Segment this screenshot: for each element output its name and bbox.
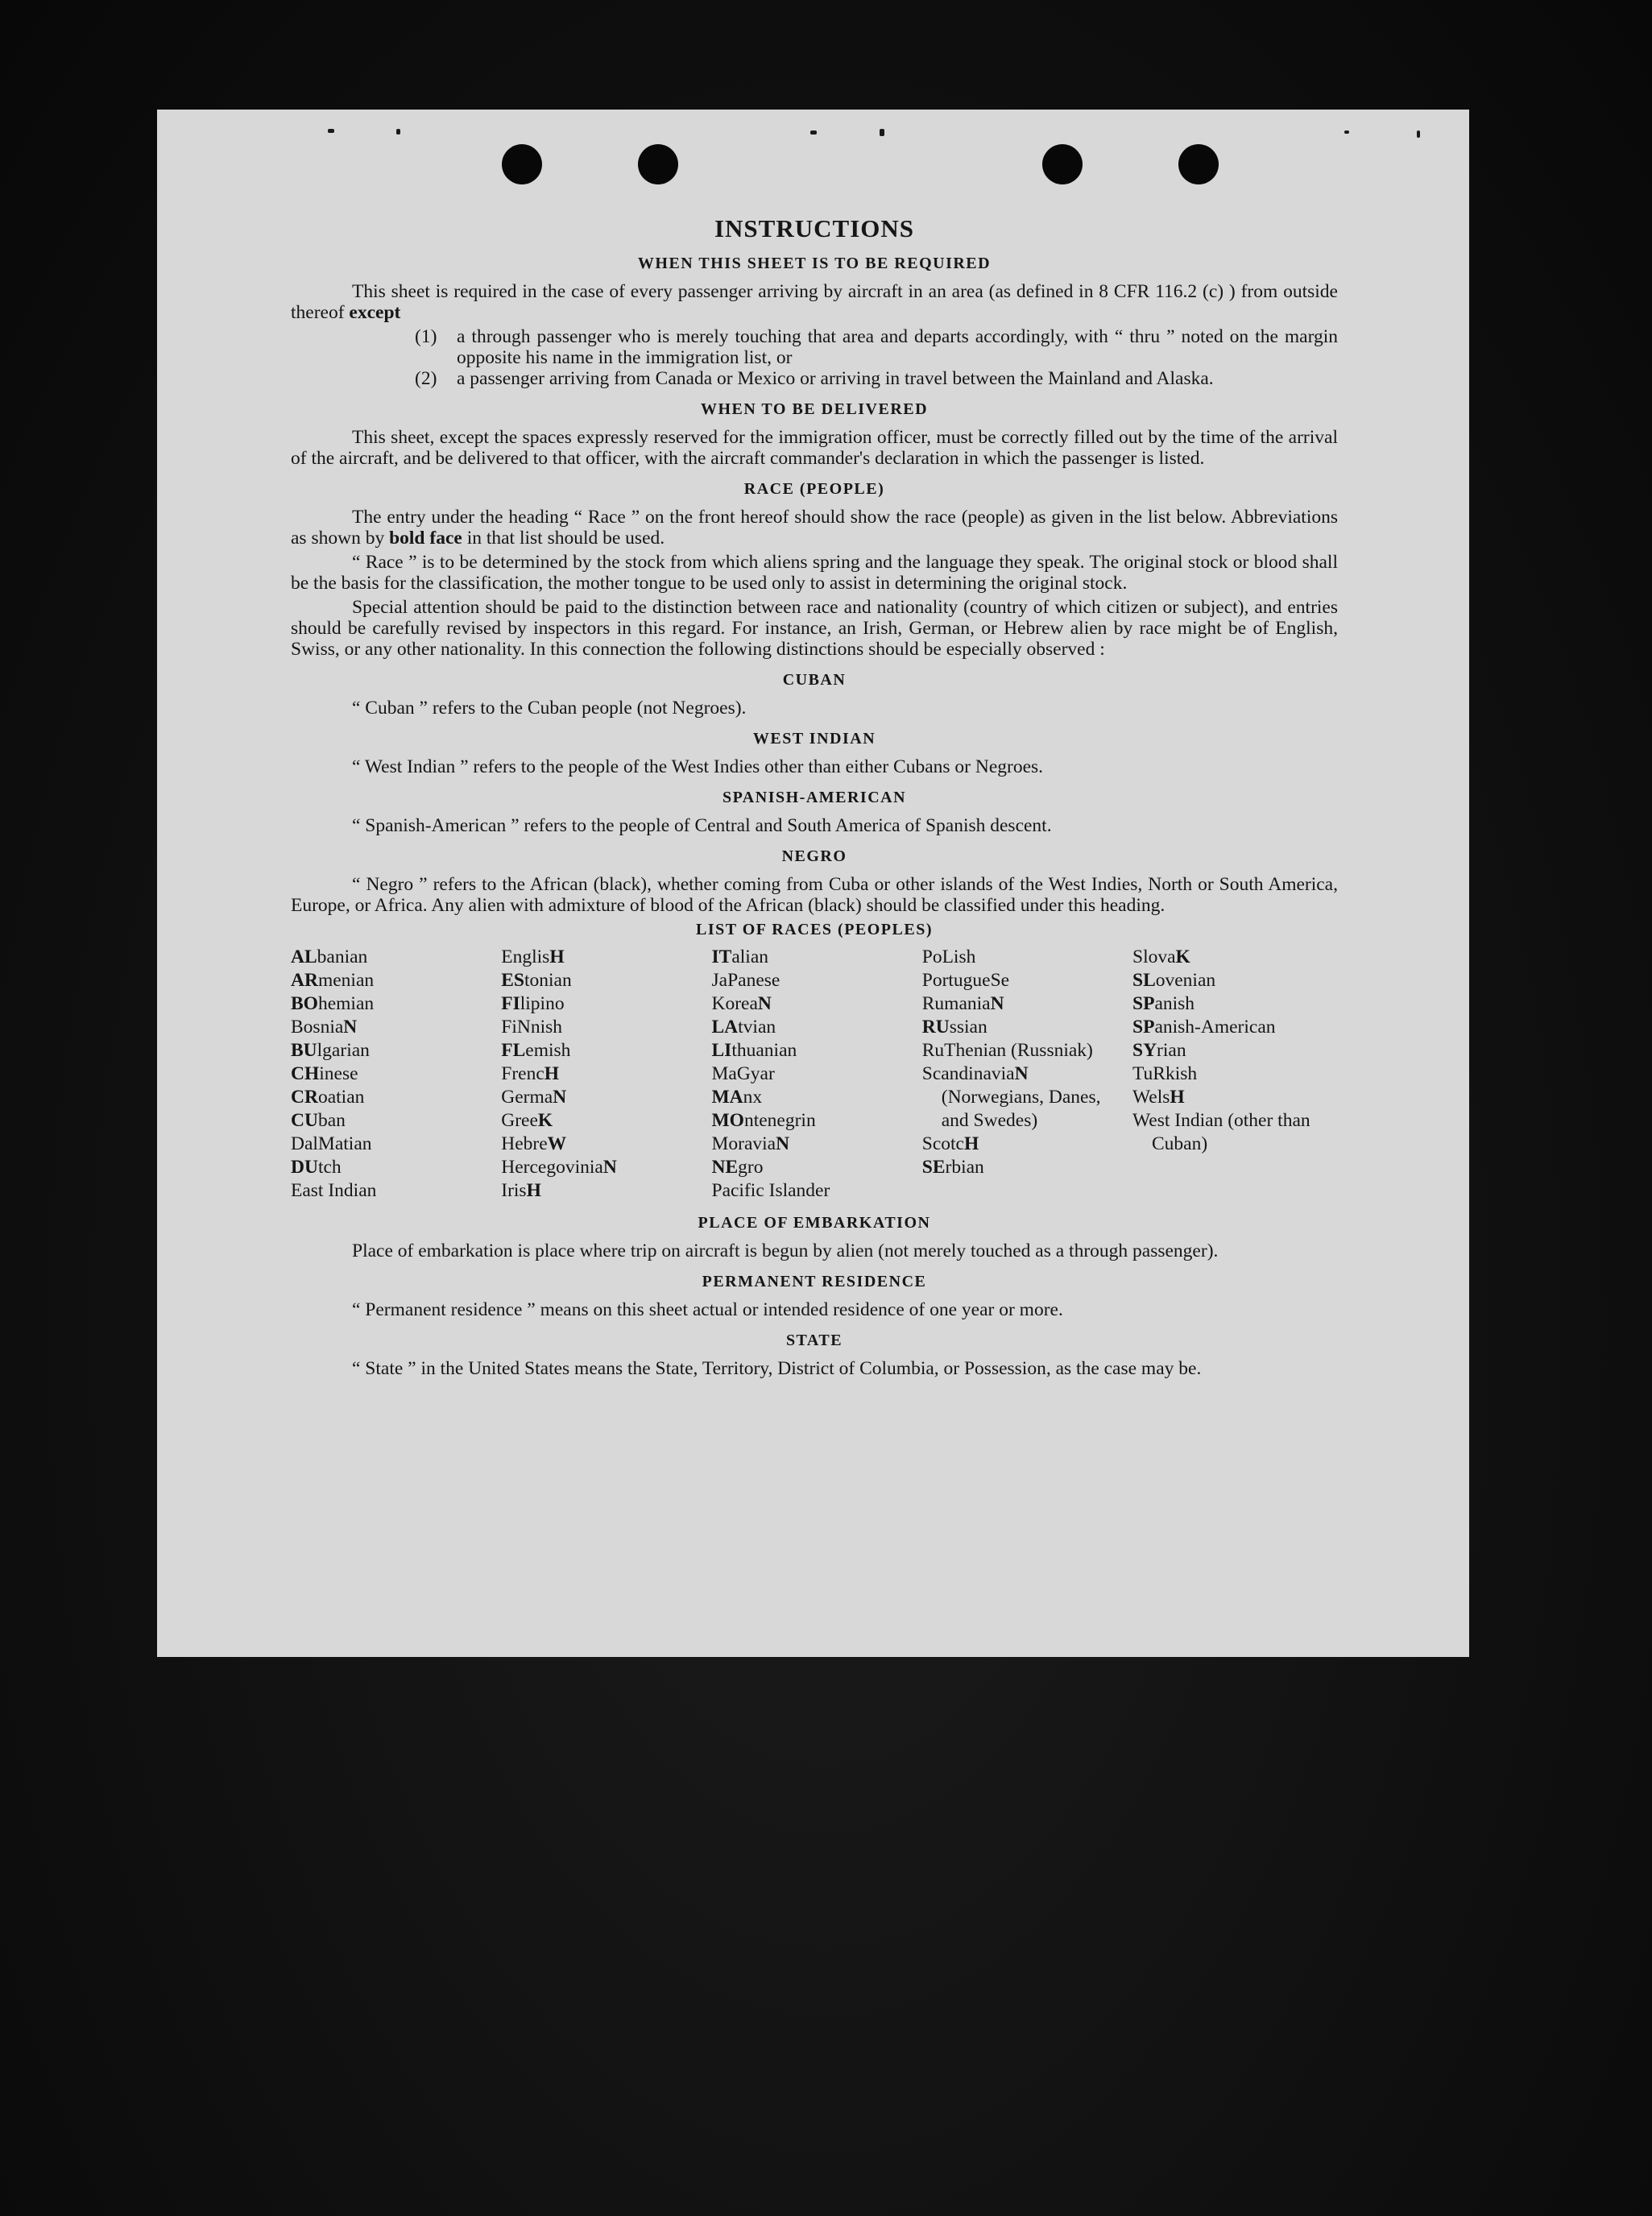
race-name: East Indian xyxy=(291,1180,377,1201)
race-p1-after: in that list should be used. xyxy=(466,528,665,549)
race-abbreviation-end: H xyxy=(1170,1087,1185,1108)
race-name: banian xyxy=(317,946,368,967)
race-abbreviation-end: H xyxy=(526,1180,541,1201)
race-entry xyxy=(922,1062,1128,1133)
race-name: JaPanese xyxy=(711,970,780,991)
race-entry xyxy=(922,992,1128,1016)
cuban-text: “ Cuban ” refers to the Cuban people (not Negroes). xyxy=(352,698,747,719)
race-entry xyxy=(291,1133,496,1156)
race-abbreviation: LI xyxy=(711,1040,732,1061)
race-entry xyxy=(712,946,917,969)
spanish-american-text: “ Spanish-American ” refers to the people of Central and South America of Spanish descent. xyxy=(352,815,1052,836)
race-entry xyxy=(291,1086,496,1109)
race-entry xyxy=(291,1179,496,1203)
race-entry xyxy=(501,1109,706,1133)
race-name: tonian xyxy=(524,970,572,991)
punch-hole xyxy=(638,144,678,184)
exception-text: a through passenger who is merely touching that area and departs accordingly, with “ thru ” noted on the margin opposite his name in the immigration list, or xyxy=(457,326,1338,368)
race-abbreviation-end: N xyxy=(776,1133,790,1154)
race-abbreviation: RU xyxy=(921,1017,950,1038)
race-abbreviation: DU xyxy=(291,1157,318,1178)
section-heading-spanish-american: SPANISH-AMERICAN xyxy=(722,789,907,806)
race-abbreviation: AR xyxy=(291,970,318,991)
race-abbreviation: ES xyxy=(501,970,524,991)
race-name: emish xyxy=(525,1040,571,1061)
race-name: Iris xyxy=(501,1180,527,1201)
race-name: nx xyxy=(743,1087,763,1108)
race-entry xyxy=(712,1016,917,1039)
section-heading-delivered: WHEN TO BE DELIVERED xyxy=(700,400,929,418)
race-name: DalMatian xyxy=(291,1133,372,1154)
race-name: hemian xyxy=(317,993,375,1014)
race-name: inese xyxy=(319,1063,358,1084)
residence-text: “ Permanent residence ” means on this sheet actual or intended residence of one year or more. xyxy=(352,1299,1063,1320)
race-name: FiNnish xyxy=(501,1017,562,1038)
race-name: alian xyxy=(731,946,768,967)
race-abbreviation: SP xyxy=(1132,1017,1155,1038)
race-abbreviation-end: N xyxy=(990,993,1004,1014)
race-p1-before: The entry under the heading “ Race ” on the front hereof should show the race (people) as given in the list below. Abbreviations as shown by xyxy=(291,507,1338,549)
race-name: PoLish xyxy=(921,946,976,967)
instructions-content xyxy=(291,214,1338,1382)
race-entry xyxy=(291,1039,496,1062)
race-abbreviation: BU xyxy=(291,1040,317,1061)
race-abbreviation-end: K xyxy=(1175,946,1190,967)
race-entry xyxy=(501,1156,706,1179)
race-name: oatian xyxy=(317,1087,365,1108)
race-entry xyxy=(291,1016,496,1039)
race-paragraph-1 xyxy=(291,507,1338,549)
race-entry xyxy=(1132,1039,1338,1062)
race-name: Wels xyxy=(1132,1087,1170,1108)
section-heading-list-of-races: LIST OF RACES (PEOPLES) xyxy=(695,921,933,938)
race-entry xyxy=(501,1062,706,1086)
race-entry xyxy=(291,1109,496,1133)
race-abbreviation-end: H xyxy=(549,946,565,967)
race-entry xyxy=(501,1133,706,1156)
race-abbreviation: MO xyxy=(711,1110,744,1131)
race-name: West Indian (other than Cuban) xyxy=(1132,1110,1310,1154)
race-paragraph-3: Special attention should be paid to the distinction between race and nationality (country of which citizen or subject), and entries should be carefully revised by inspectors in this regard. For instance, an Irish, German, or Hebrew alien by race might be of English, Swiss, or any other nationality. In this connection the following distinctions should be especially observed : xyxy=(291,597,1338,660)
race-abbreviation: IT xyxy=(711,946,732,967)
race-paragraph-2: “ Race ” is to be determined by the stock from which aliens spring and the language they speak. The original stock or blood shall be the basis for the classification, the mother tongue to be used only to assist in determining the original stock. xyxy=(291,552,1338,594)
west-indian-text: “ West Indian ” refers to the people of the West Indies other than either Cubans or Negroes. xyxy=(352,756,1044,777)
required-intro-text: This sheet is required in the case of every passenger arriving by aircraft in an area (as defined in 8 CFR 116.2 (c) ) from outside thereof xyxy=(291,281,1338,323)
race-name: Rumania xyxy=(921,993,991,1014)
race-abbreviation-end: N xyxy=(757,993,772,1014)
race-abbreviation: BO xyxy=(291,993,318,1014)
race-name: Korea xyxy=(711,993,758,1014)
race-abbreviation-end: H xyxy=(963,1133,979,1154)
races-list xyxy=(291,946,1338,1203)
race-name: lipino xyxy=(520,993,565,1014)
race-abbreviation: FL xyxy=(501,1040,526,1061)
race-name: ban xyxy=(317,1110,346,1131)
race-p1-bold: bold face xyxy=(389,528,462,549)
race-column xyxy=(501,946,706,1203)
race-abbreviation-end: N xyxy=(602,1157,617,1178)
negro-text: “ Negro ” refers to the African (black), whether coming from Cuba or other islands of the West Indies, North or South America, Europe, or Africa. Any alien with admixture of blood of the African (black) should be classified under this heading. xyxy=(291,874,1338,916)
scan-speck xyxy=(396,129,400,135)
punch-hole xyxy=(1178,144,1219,184)
race-column xyxy=(922,946,1128,1203)
scan-speck xyxy=(1417,130,1420,138)
race-entry xyxy=(922,969,1128,992)
race-abbreviation: MA xyxy=(711,1087,743,1108)
race-name: Scandinavia xyxy=(921,1063,1015,1084)
race-entry xyxy=(1132,969,1338,992)
exception-item xyxy=(291,368,1338,389)
race-entry xyxy=(291,1062,496,1086)
race-column xyxy=(1132,946,1338,1203)
scan-speck xyxy=(1344,130,1349,134)
race-name: ssian xyxy=(949,1017,987,1038)
race-name: Hercegovinia xyxy=(501,1157,603,1178)
race-name: Englis xyxy=(501,946,550,967)
race-entry xyxy=(712,1156,917,1179)
race-abbreviation-end: N xyxy=(343,1017,358,1038)
race-name: menian xyxy=(317,970,375,991)
race-abbreviation: SL xyxy=(1132,970,1156,991)
race-abbreviation: SP xyxy=(1132,993,1155,1014)
exception-number: (2) xyxy=(415,368,437,389)
race-name: rian xyxy=(1157,1040,1186,1061)
race-entry xyxy=(712,1039,917,1062)
race-entry xyxy=(712,1062,917,1086)
race-name: Moravia xyxy=(711,1133,776,1154)
race-entry xyxy=(922,1016,1128,1039)
embarkation-text: Place of embarkation is place where trip on aircraft is begun by alien (not merely touched as a through passenger). xyxy=(352,1241,1219,1261)
race-name: MaGyar xyxy=(711,1063,775,1084)
race-name: Scotc xyxy=(921,1133,964,1154)
race-name: Frenc xyxy=(501,1063,544,1084)
race-entry xyxy=(922,1039,1128,1062)
race-abbreviation: CH xyxy=(291,1063,320,1084)
race-name: RuThenian (Russniak) xyxy=(921,1040,1093,1061)
race-entry xyxy=(1132,1016,1338,1039)
race-name: anish xyxy=(1154,993,1195,1014)
race-name: tvian xyxy=(738,1017,776,1038)
exception-item xyxy=(291,326,1338,368)
delivered-text: This sheet, except the spaces expressly reserved for the immigration officer, must be correctly filled out by the time of the arrival of the aircraft, and be delivered to that officer, with the aircraft commander's declaration in which the passenger is listed. xyxy=(291,427,1338,469)
required-intro xyxy=(291,281,1338,323)
race-name: Bosnia xyxy=(291,1017,344,1038)
race-abbreviation: NE xyxy=(711,1157,739,1178)
section-heading-race: RACE (PEOPLE) xyxy=(743,480,885,498)
race-name: Pacific Islander xyxy=(711,1180,830,1201)
race-name: TuRkish xyxy=(1132,1063,1198,1084)
race-abbreviation: AL xyxy=(291,946,317,967)
race-entry xyxy=(712,1086,917,1109)
race-entry xyxy=(712,1179,917,1203)
race-entry xyxy=(922,946,1128,969)
race-entry xyxy=(501,1086,706,1109)
section-heading-residence: PERMANENT RESIDENCE xyxy=(702,1273,927,1290)
race-name-suffix: (Norwegians, Danes, and Swedes) xyxy=(941,1087,1101,1131)
race-abbreviation-end: K xyxy=(537,1110,553,1131)
race-entry xyxy=(712,992,917,1016)
race-column xyxy=(712,946,917,1203)
race-name: Gree xyxy=(501,1110,538,1131)
race-name: Slova xyxy=(1132,946,1176,967)
race-entry xyxy=(291,946,496,969)
punch-hole xyxy=(502,144,542,184)
race-abbreviation: SY xyxy=(1132,1040,1157,1061)
race-name: ovenian xyxy=(1155,970,1216,991)
race-column xyxy=(291,946,496,1203)
race-abbreviation: CU xyxy=(291,1110,318,1131)
section-heading-state: STATE xyxy=(785,1332,843,1349)
race-name: anish-American xyxy=(1154,1017,1276,1038)
section-heading-required: WHEN THIS SHEET IS TO BE REQUIRED xyxy=(637,255,992,272)
exception-number: (1) xyxy=(415,326,437,347)
race-entry xyxy=(501,1179,706,1203)
race-entry xyxy=(291,1156,496,1179)
section-heading-west-indian: WEST INDIAN xyxy=(752,730,876,748)
required-intro-except: except xyxy=(349,302,401,323)
race-name: gro xyxy=(738,1157,764,1178)
race-entry xyxy=(922,1133,1128,1156)
race-entry xyxy=(712,1133,917,1156)
race-abbreviation: SE xyxy=(921,1157,946,1178)
race-name: thuanian xyxy=(731,1040,797,1061)
race-entry xyxy=(501,992,706,1016)
race-entry xyxy=(922,1156,1128,1179)
race-entry xyxy=(1132,1109,1338,1156)
race-entry xyxy=(712,969,917,992)
race-abbreviation-end: N xyxy=(553,1087,567,1108)
race-entry xyxy=(501,1039,706,1062)
race-entry xyxy=(712,1109,917,1133)
race-entry xyxy=(501,969,706,992)
race-abbreviation-end: H xyxy=(544,1063,560,1084)
race-entry xyxy=(1132,946,1338,969)
race-name: rbian xyxy=(945,1157,984,1178)
instruction-sheet xyxy=(157,110,1469,1657)
race-name: lgarian xyxy=(317,1040,370,1061)
race-name: Hebre xyxy=(501,1133,548,1154)
race-name: ntenegrin xyxy=(743,1110,816,1131)
race-entry xyxy=(501,946,706,969)
race-entry xyxy=(1132,1086,1338,1109)
section-heading-negro: NEGRO xyxy=(781,847,847,865)
race-name: PortugueSe xyxy=(921,970,1010,991)
section-heading-cuban: CUBAN xyxy=(782,671,847,689)
punch-hole xyxy=(1042,144,1083,184)
scan-speck xyxy=(328,129,334,133)
race-abbreviation: LA xyxy=(711,1017,739,1038)
race-name: Germa xyxy=(501,1087,553,1108)
page-title: INSTRUCTIONS xyxy=(714,214,914,242)
scan-speck xyxy=(810,130,817,135)
state-text: “ State ” in the United States means the State, Territory, District of Columbia, or Possession, as the case may be. xyxy=(352,1358,1202,1379)
race-abbreviation: FI xyxy=(501,993,520,1014)
race-entry xyxy=(291,992,496,1016)
section-heading-embarkation: PLACE OF EMBARKATION xyxy=(698,1214,931,1232)
exception-text: a passenger arriving from Canada or Mexico or arriving in travel between the Mainland and Alaska. xyxy=(457,368,1214,389)
race-entry xyxy=(291,969,496,992)
race-abbreviation: CR xyxy=(291,1087,318,1108)
race-entry xyxy=(1132,1062,1338,1086)
race-entry xyxy=(1132,992,1338,1016)
race-abbreviation-end: W xyxy=(547,1133,567,1154)
race-name: tch xyxy=(317,1157,342,1178)
race-abbreviation-end: N xyxy=(1014,1063,1029,1084)
race-entry xyxy=(501,1016,706,1039)
scan-speck xyxy=(880,129,884,136)
